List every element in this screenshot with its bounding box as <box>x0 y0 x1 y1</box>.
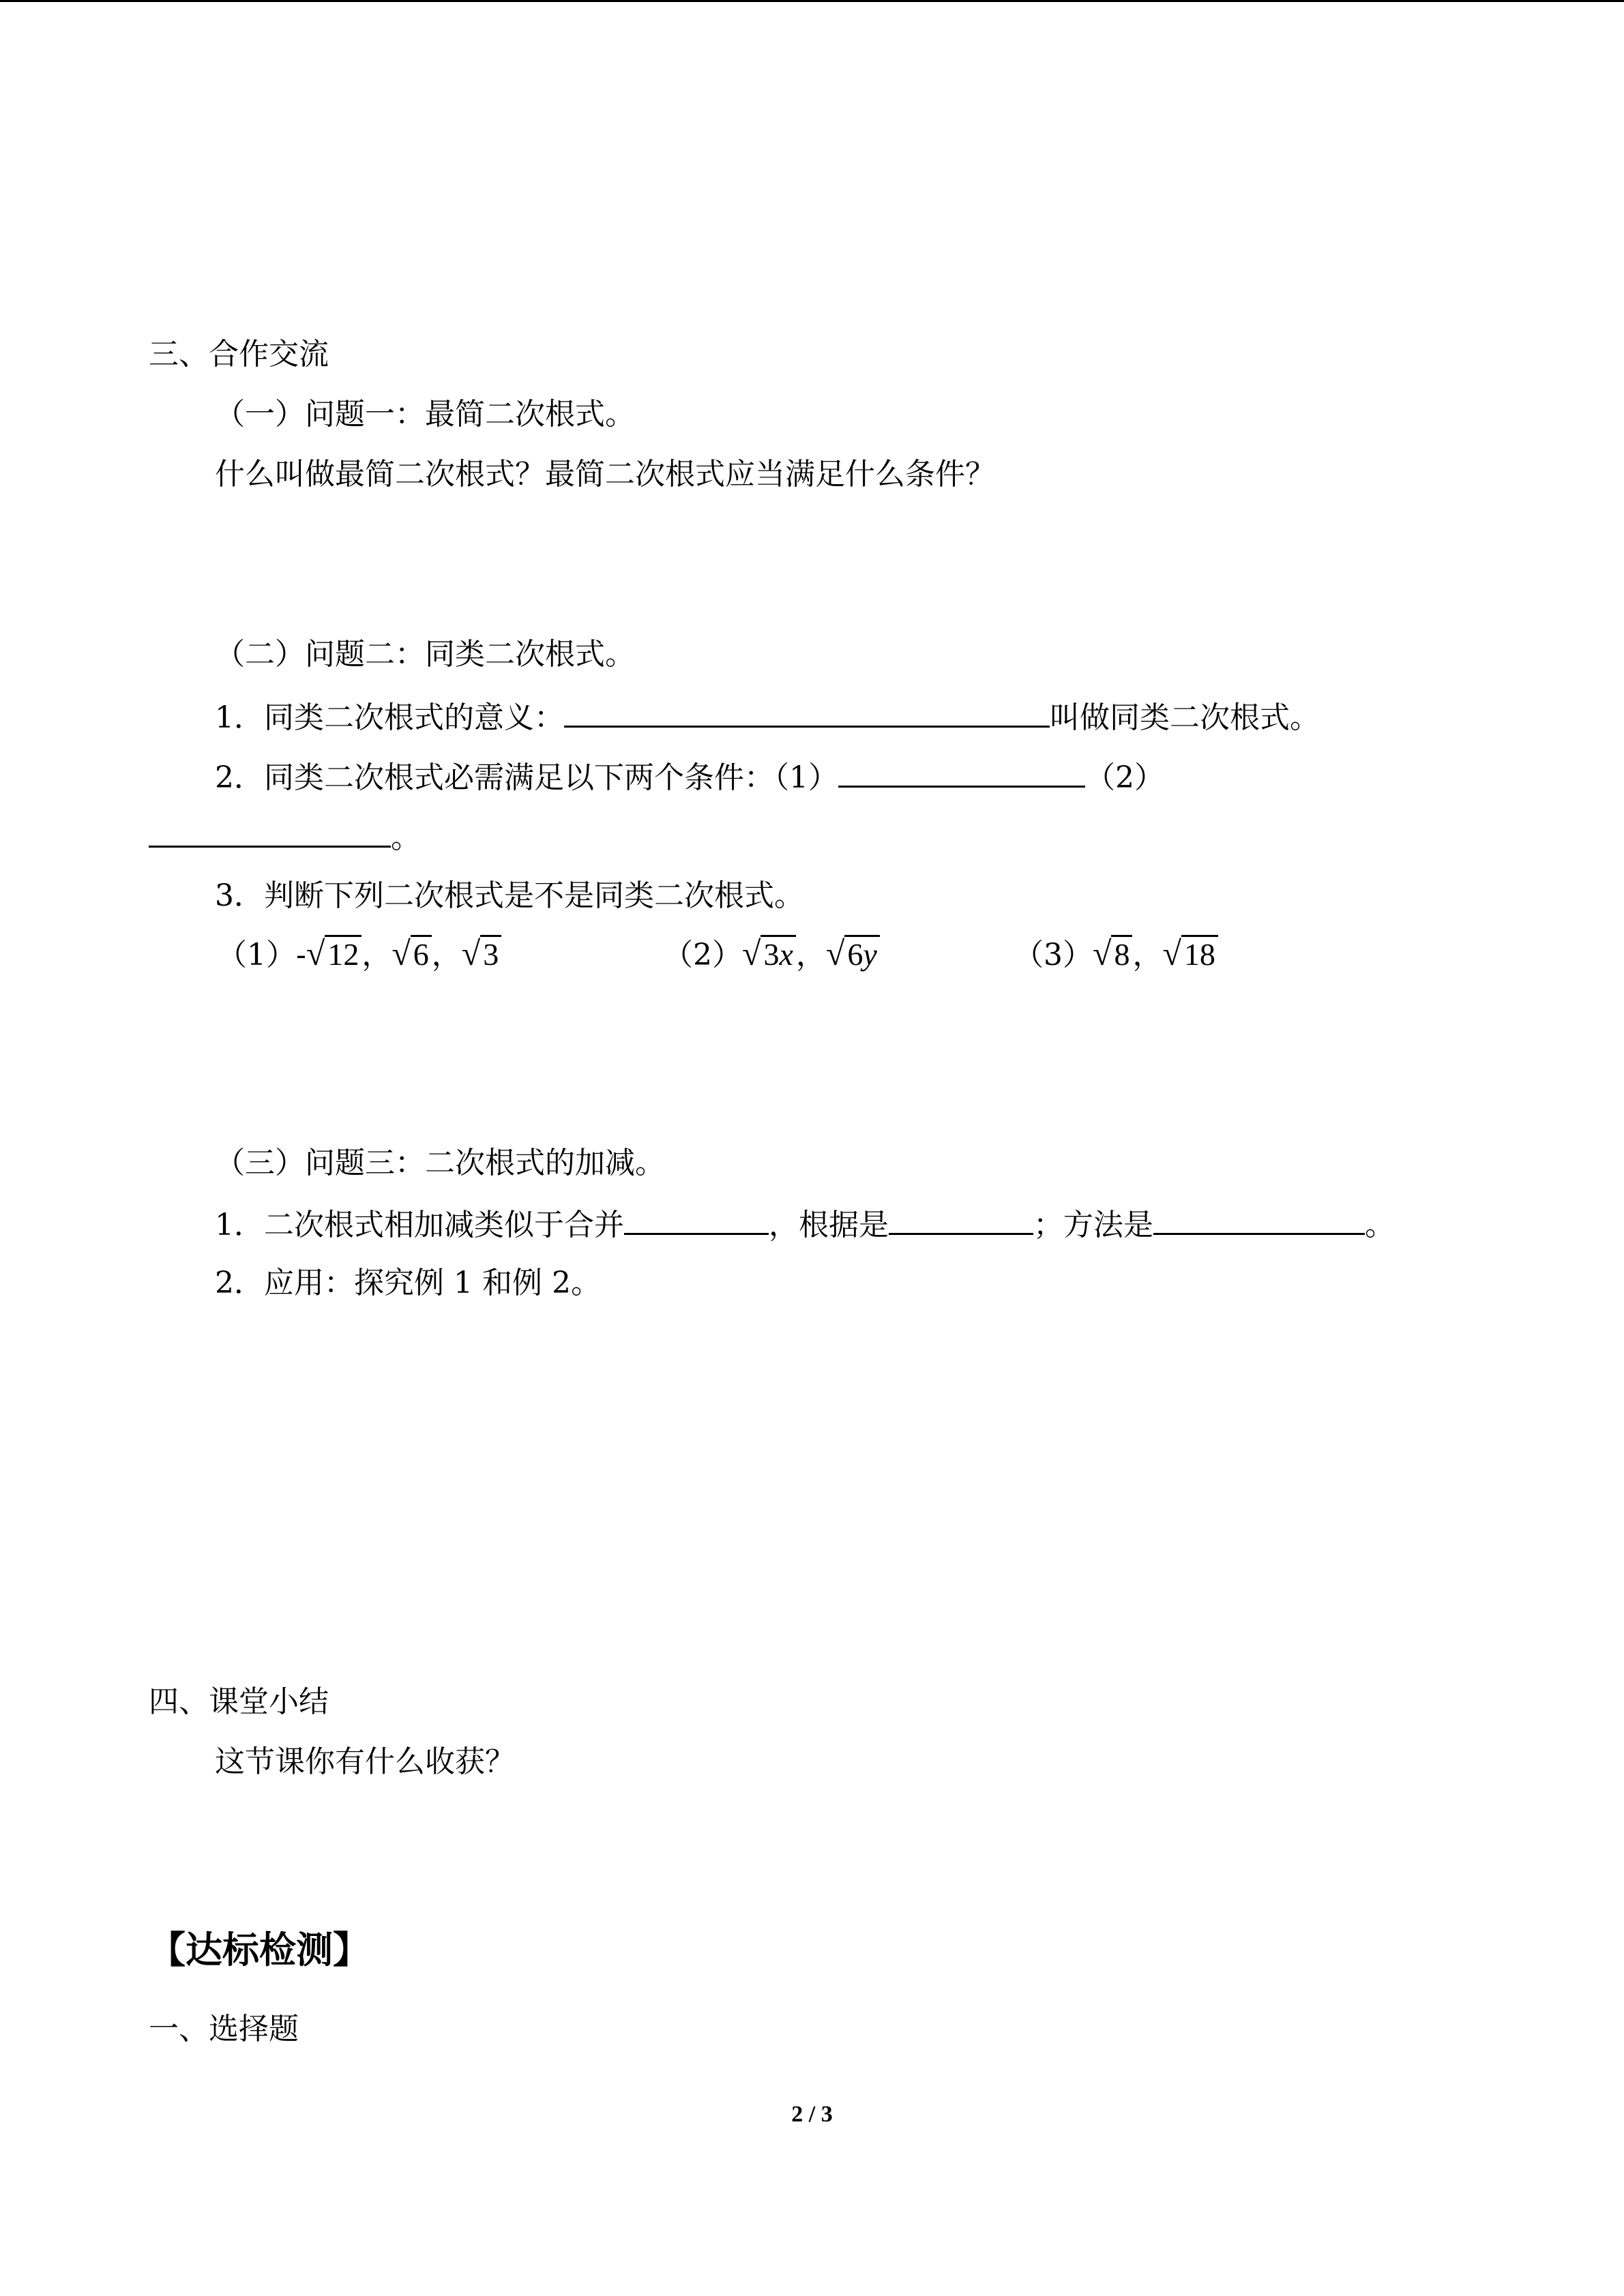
radical-sign-icon: √ <box>461 934 481 972</box>
radical-sign-icon: √ <box>1093 934 1112 972</box>
answer-blank-basis[interactable] <box>889 1203 1033 1235</box>
radical-sign-icon: √ <box>825 934 845 972</box>
square-root-expression <box>462 934 501 972</box>
question-2-item-3: 3．判断下列二次根式是不是同类二次根式。 <box>215 878 804 913</box>
separator: ， <box>361 938 392 972</box>
radicand: 6 <box>411 935 432 972</box>
radical-group-label: （1）- <box>217 938 306 972</box>
radical-sign-icon: √ <box>392 934 411 972</box>
question-2-item-1 <box>215 696 1320 739</box>
item-3-1-d: 。 <box>1365 1208 1395 1242</box>
separator: ， <box>431 938 462 972</box>
radicand: 8 <box>1111 935 1132 972</box>
question-3-item-1 <box>215 1203 1395 1246</box>
square-root-expression <box>306 934 361 972</box>
answer-blank-definition[interactable] <box>564 696 1050 728</box>
radicand: 3 <box>480 935 501 972</box>
radical-sign-icon: √ <box>306 934 325 972</box>
item-3-1-a: 1．二次根式相加减类似于合并 <box>215 1208 624 1242</box>
answer-blank-condition-1[interactable] <box>838 756 1085 788</box>
square-root-expression <box>1093 934 1132 972</box>
square-root-expression <box>392 934 431 972</box>
answer-blank-method[interactable] <box>1153 1203 1365 1235</box>
square-root-expression <box>742 934 796 972</box>
question-1-title: （一）问题一：最简二次根式。 <box>215 397 635 432</box>
radical-group-3 <box>1014 934 1218 976</box>
radical-group-2 <box>663 934 880 976</box>
question-2-item-2 <box>215 756 1164 799</box>
question-2-title: （二）问题二：同类二次根式。 <box>215 637 635 672</box>
radical-group-label: （3） <box>1014 938 1093 972</box>
radicand: 18 <box>1181 935 1218 972</box>
item-2-prefix: 2．同类二次根式必需满足以下两个条件：（1） <box>215 760 838 795</box>
question-3-item-2: 2．应用：探究例 1 和例 2。 <box>215 1266 601 1300</box>
section-4-text: 这节课你有什么收获？ <box>215 1744 515 1779</box>
separator: ， <box>795 938 826 972</box>
section-3-title: 三、合作交流 <box>149 337 329 372</box>
question-1-text: 什么叫做最简二次根式？最简二次根式应当满足什么条件？ <box>215 457 995 492</box>
question-2-item-2-cont <box>149 816 421 859</box>
check-subheading: 一、选择题 <box>149 2012 299 2046</box>
section-4-title: 四、课堂小结 <box>149 1684 329 1719</box>
square-root-expression <box>1162 934 1217 972</box>
radical-group-label: （2） <box>663 938 742 972</box>
radical-sign-icon: √ <box>1162 934 1181 972</box>
check-heading: 【达标检测】 <box>149 1928 370 1971</box>
item-1-suffix: 叫做同类二次根式。 <box>1050 700 1320 735</box>
radical-group-1 <box>217 934 501 976</box>
page-top-border <box>0 0 1624 2</box>
item-2-end: 。 <box>391 820 421 855</box>
item-2-mid: （2） <box>1085 760 1164 795</box>
item-3-1-b: ，根据是 <box>769 1208 889 1242</box>
page-number: 2 / 3 <box>791 2102 833 2127</box>
square-root-expression <box>826 934 880 972</box>
radical-sign-icon: √ <box>742 934 761 972</box>
separator: ， <box>1132 938 1163 972</box>
radicals-row <box>0 934 1624 989</box>
radicand: 12 <box>325 935 361 972</box>
question-3-title: （三）问题三：二次根式的加减。 <box>215 1146 665 1180</box>
answer-blank-condition-2[interactable] <box>149 816 391 848</box>
radicand: 3x <box>761 935 795 972</box>
radicand: 6y <box>844 935 879 972</box>
item-1-prefix: 1．同类二次根式的意义： <box>215 700 564 735</box>
item-3-1-c: ；方法是 <box>1033 1208 1153 1242</box>
answer-blank-combine[interactable] <box>624 1203 769 1235</box>
